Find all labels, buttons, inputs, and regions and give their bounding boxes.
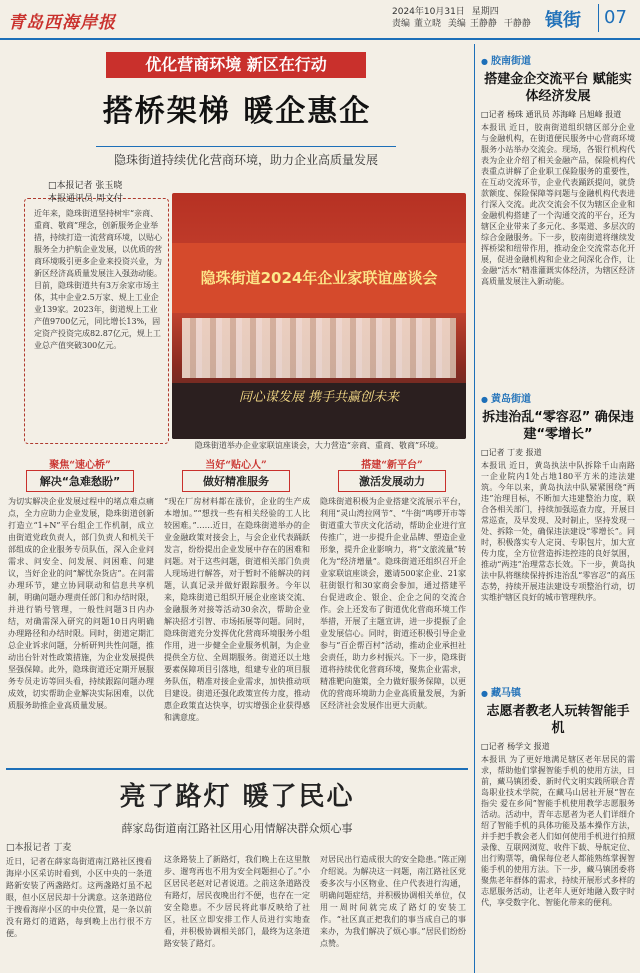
second-headline: 亮了路灯 暖了民心: [119, 782, 355, 812]
photo-caption: 隐珠街道举办企业家联谊座谈会，大力营造“亲商、重商、敬商”环境。: [194, 441, 444, 450]
newspaper-title: 青岛西海岸报: [8, 13, 116, 33]
second-article: [6, 768, 468, 973]
sidebar-item-byline: □记者 丁麦 报道: [481, 448, 542, 457]
article-photo: [172, 193, 466, 439]
sidebar-item-body: 本报讯 近日，黄岛执法中队拆除千山南路一企业院内1处占地180平方米的违法建筑。今年以来，黄岛执法中队紧紧围绕“两违”治理目标，不断加大违建整治力度，联合各相关部门，持续加强巡查力度，开展日常巡查，及早发现、及时制止，坚持发现一处、拆除一处，确保违法建设“零增长”。同时，积极落实专人定岗、专职包片，加大宣传力度，全方位营造拆违控违的良好氛围，推动“两违”治理常态长效。下一步，黄岛执法中队将继续保持拆违治乱“零容忍”的高压态势，持续开展违法建设专项整治行动，切实维护辖区良好的城市管理秩序。: [481, 461, 635, 602]
second-column-3: 对居民出行造成很大的安全隐患。”陈正刚介绍说。为解决这一问题，南江路社区党委多次与小区物业、住户代表进行沟通，明确问题症结，并积极协调相关单位，仅用一周时间就完成了路灯的安装工作。“社区真正把我们的事当成自己的事来办，为我们解决了烦心事。”居民们纷纷点赞。: [320, 855, 466, 948]
designer-name: 王静静: [469, 19, 497, 29]
sidebar-item-tag: ● 黄岛街道: [481, 390, 635, 405]
subsection-title: 解决“急难愁盼”: [26, 470, 134, 492]
section-name: 镇街: [545, 10, 581, 31]
sidebar-item-huangdao: [481, 390, 635, 603]
lead-article: [6, 48, 468, 768]
sidebar-item-jiaonan: [481, 52, 635, 287]
article-lead: 近年来，隐珠街道坚持树牢“亲商、重商、敬商”理念，创新服务企业举措，持续打造一流营商环境，以贴心服务全力护航企业发展，以优质的营商环境吸引更多企业来投资兴业，为新区经济高质量发展注入强劲动能。目前，隐珠街道共有3万余家市场主体，其中企业2.5万家、规上工业企业139家。2023年，街道规上工业产值9700亿元，同比增长13%，固定资产投资完成82.87亿元，规上工业总产值突破300亿元。: [34, 209, 162, 350]
byline-reporter: □本报记者 张玉晓: [48, 181, 123, 191]
article-subhead: 隐珠街道持续优化营商环境，助力企业高质量发展: [96, 146, 396, 168]
subsection-body: “现在厂房材料都在涨价，企业的生产成本增加。”“想找一些有相关经验的工人比较困难。”……近日，在隐珠街道举办的企业金融政策对接会上，与会企业代表踊跃发言，纷纷提出企业发展中存在的困难和问题。对于这些问题，街道相关部门负责人现场进行解答，对于暂时不能解决的问题，认真记录并做好跟踪服务。今年以来，隐珠街道已组织开展企业座谈交流、金融服务对接等活动30余次，帮助企业解决招才引智、市场拓展等问题。同时，隐珠街道充分发挥优化营商环境服务小组作用，进一步健全企业服务机制，为企业提供全方位、全周期服务。街道还以土地要素保障项目引落地，组建专业的项目服务队伍，精准对接企业需求，加快推动项目建设。街道还强化政策宣传力度，推动惠企政策直达快享，切实增强企业获得感和满意度。: [164, 497, 310, 722]
subsection-3: [318, 456, 466, 796]
sidebar-item-byline: □记者 杨珠 通讯员 苏海峰 吕旭峰 报道: [481, 110, 622, 119]
editor-name: 董立晓: [414, 19, 442, 29]
issue-date: 2024年10月31日: [392, 7, 465, 17]
masthead: [0, 0, 640, 40]
subsection-1: [6, 456, 154, 796]
sidebar-item-cangma: [481, 684, 635, 908]
sidebar-news: [474, 44, 636, 973]
page-number: 07: [598, 4, 634, 32]
subsection-kicker: 当好“贴心人”: [205, 460, 267, 471]
sidebar-item-title: 拆违治乱“零容忍” 确保违建“零增长”: [482, 410, 634, 442]
second-column-1: 近日，记者在薛家岛街道南江路社区搜看海岸小区采访时看到，小区中央的一条道路新安装了两盏路灯。这两盏路灯虽不起眼，但小区居民却十分满意。这条道路位于搜看海岸小区的中央位置，是一条以前没有路灯的道路，每到晚上出行很不方便。: [6, 857, 152, 938]
photo-people: [182, 318, 456, 378]
issue-weekday: 星期四: [471, 7, 499, 17]
second-subhead: 薛家岛街道南江路社区用心用情解决群众烦心事: [121, 822, 353, 835]
photo-stage-banner: 隐珠街道2024年企业家联谊座谈会: [172, 243, 466, 313]
editor-label: 责编: [392, 19, 411, 29]
subsection-title: 做好精准服务: [182, 470, 290, 492]
photo-slogan: 同心谋发展 携手共赢创未来: [172, 383, 466, 439]
sidebar-item-title: 志愿者教老人玩转智能手机: [486, 704, 630, 736]
designer-label: 美编: [447, 19, 466, 29]
subsection-2: [162, 456, 310, 796]
subsection-kicker: 聚焦“速心桥”: [49, 460, 111, 471]
subsection-body: 隐珠街道积极为企业搭建交流展示平台，利用“灵山湾拉网节”、“牛街”鸣啰开市等街道重大节庆文化活动，帮助企业进行宣传推广，进一步提升企业品牌、塑造企业形象，提升企业影响力，将“文旅流量”转化为“经济增量”。隐珠街道还组织召开企业家联谊座谈会，邀请500家企业、21家驻街银行和30家商会参加，通过搭建平台促进政企、银企、企企之间的交流合作。会上还发布了街道优化营商环境工作举措，开展了主题宣讲，进一步提振了企业发展信心。同时，街道还积极引导企业参与“百企帮百村”活动，推动企业承担社会责任，助力乡村振兴。下一步，隐珠街道将持续优化营商环境，聚焦企业需求，精准靶向施策，全力做好服务保障，以更优的营商环境助力企业高质量发展，为新区经济社会发展作出更大贡献。: [320, 497, 466, 710]
proofreader-name: 干静静: [503, 19, 531, 29]
subsection-kicker: 搭建“新平台”: [361, 460, 423, 471]
article-byline: [48, 180, 158, 206]
sidebar-item-tag: ● 胶南街道: [481, 52, 635, 67]
sidebar-item-title: 搭建金企交流平台 赋能实体经济发展: [484, 72, 632, 104]
article-headline: 搭桥架梯 暖企惠企: [102, 94, 372, 129]
article-banner: 优化营商环境 新区在行动: [106, 52, 366, 78]
second-byline: □本报记者 丁麦: [6, 843, 72, 853]
byline-correspondent: 本报通讯员 周文付: [48, 194, 123, 204]
sidebar-item-tag: ● 藏马镇: [481, 684, 635, 699]
issue-info: [392, 6, 535, 30]
sidebar-item-body: 本报讯 为了更好地满足辖区老年居民的需求，帮助他们掌握智能手机的使用方法，日前，藏马镇团委、新时代文明实践所联合青岛职业技术学院，在藏马山居社开展“智在指尖 爱在乡间”智能手机使用教学志愿服务活动。活动中，青年志愿者为老人们详细介绍了智能手机的具体功能及基本操作方法，并手把手教会老人们如何使用手机进行拍照录像、互联网浏览、收件下载、导航定位、出行购票等，确保每位老人都能熟练掌握智能手机的使用方法。下一步，藏马镇团委将聚焦老年群体的需求，持续开展形式多样的志愿服务活动，让老年人更好地融入数字时代，享受数字化、智能化带来的便利。: [481, 755, 635, 907]
second-column-2: 这条路装上了新路灯，我们晚上在这里散步、遛弯再也不用为安全问题担心了。”小区居民老赵对记者说道。之前这条道路没有路灯，居民夜晚出行不便，也存在一定安全隐患。不少居民将此事反映给了社区，社区立即安排工作人员进行实地查看，并积极协调相关部门，最终为这条道路安装了路灯。: [164, 855, 310, 948]
subsection-title: 激活发展动力: [338, 470, 446, 492]
sidebar-item-body: 本报讯 近日，胶南街道组织辖区部分企业与金融机构，在街道便民服务中心营商环境服务小站举办交流会。现场，各银行机构代表为企业介绍了相关金融产品，保险机构代表重点讲解了企业职工保险服务的重要性，在互动交流环节，企业代表踊跃提问，就贷款额度、保险保障等问题与金融机构代表进行深入交流。此次交流会不仅为辖区企业和金融机构搭建了一个沟通交流的平台，还为辖区企业带来了多元化、多渠道、多层次的综合金融服务。下一步，胶南街道将继续发挥桥梁和纽带作用，推动金企交流常态化开展，促进金融机构和企业之间深化合作，让金融“活水”精准灌溉实体经济，为辖区经济高质量发展注入新动能。: [481, 123, 635, 286]
sidebar-item-byline: □记者 杨学文 报道: [481, 742, 550, 751]
subsection-body: 为切实解决企业发展过程中的堵点难点痛点，全力应助力企业发展，隐珠街道创新打造立“1+N”平台组企工作机制，成立由街道党政负责人，部门负责人和机关干部组成的企业服务专员队伍，深入企业问需求、问安全、问发展、问困难、问建议，当好企业的问“解忧杂货店”。在问需办理环节，建立协同联动和信息共享机制，明确问题办理责任部门和办结时限，并进行销号管理，一般性问题3日内办结，对确需深入研究的问题10日内明确办理路径和办结时限。同时，街道定期汇总企业诉求问题，分析研判共性问题，推动出台针对性政策措施，为企业发展提供坚强保障。此外，隐珠街道还定期开展服务专员走访等回头看，持续跟踪问题办理成效，切实帮助企业解决实际困难，以优质服务助推企业高质量发展。: [8, 497, 154, 710]
